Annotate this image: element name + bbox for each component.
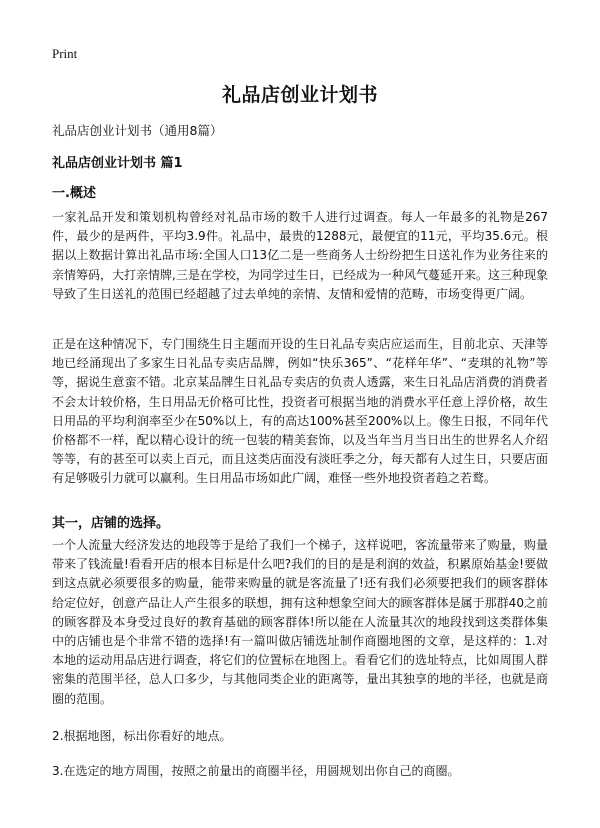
store-selection-heading: 其一，店铺的选择。 [52,516,170,531]
page-title: 礼品店创业计划书 [221,84,378,106]
paragraph-birthday-stores: 正是在这种情况下，专门围绕生日主题而开设的生日礼品专卖店应运而生，目前北京、天津等地已经涌现出了多家生日礼品专卖店品牌，例如“快乐365”、“花样年华”、“麦琪的礼物”等等，据说生意蛮不错。北京某品牌生日礼品专卖店的负责人透露，来生日礼品店消费的消费者不会太计较价格，生日用品无价格可比性，投资者可根据当地的消费水平任意上浮价格，故生日用品的平均利润率至少在50%以上，有的高达100%甚至200%以上。像生日报，不同年代价格都不一样，配以精心设计的统一包装的精美套饰，以及当年当月当日出生的世界名人介绍等等，有的甚至可以卖上百元，而且这类店面没有淡旺季之分，每天都有人过生日，只要店面有足够吸引力就可以赢利。生日用品市场如此广阔，难怪一些外地投资者趋之若鹜。 [52,337,548,486]
part-heading: 礼品店创业计划书 篇1 [52,156,183,171]
overview-heading: 一.概述 [52,186,96,201]
document-subtitle: 礼品店创业计划书（通用8篇） [52,123,223,138]
print-link[interactable]: Print [52,46,78,61]
paragraph-step-2: 2.根据地图，标出你看好的地点。 [52,729,232,743]
paragraph-market-survey: 一家礼品开发和策划机构曾经对礼品市场的数千人进行过调查。每人一年最多的礼物是267件，最少的是两件，平均3.9件。礼品中，最贵的1288元，最便宜的11元，平均35.6元。根据以上数据计算出礼品市场:全国人口13亿二是一些商务人士纷纷把生日送礼作为业务往来的亲情筹码，大打亲情牌,三是在学校，为同学过生日，已经成为一种风气蔓延开来。这三种现象导致了生日送礼的范围已经超越了过去单纯的亲情、友情和爱情的范畴，市场变得更广阔。 [52,210,548,301]
paragraph-step-3: 3.在选定的地方周围，按照之前量出的商圈半径，用圆规划出你自己的商圈。 [52,764,460,778]
paragraph-store-location: 一个人流量大经济发达的地段等于是给了我们一个梯子，这样说吧，客流量带来了购量，购量带来了钱流量!看看开店的根本目标是什么吧?我们的目的是是利润的效益，积累原始基金!要做到这点就必须要很多的购量，能带来购量的就是客流量了!还有我们必须要把我们的顾客群体给定位好，创意产品让人产生很多的联想，拥有这种想象空间大的顾客群体是属于那群40之前的顾客群及本身受过良好的教育基础的顾客群体!所以能在人流量其次的地段找到这类群体集中的店铺也是个非常不错的选择!有一篇叫做店铺选址制作商圈地图的文章，是这样的：1.对本地的运动用品店进行调查，将它们的位置标在地图上。看看它们的选址特点，比如周围人群密集的范围半径，总人口多少，与其他同类企业的距离等，量出其独享的地的半径，也就是商圈的范围。 [52,538,548,706]
